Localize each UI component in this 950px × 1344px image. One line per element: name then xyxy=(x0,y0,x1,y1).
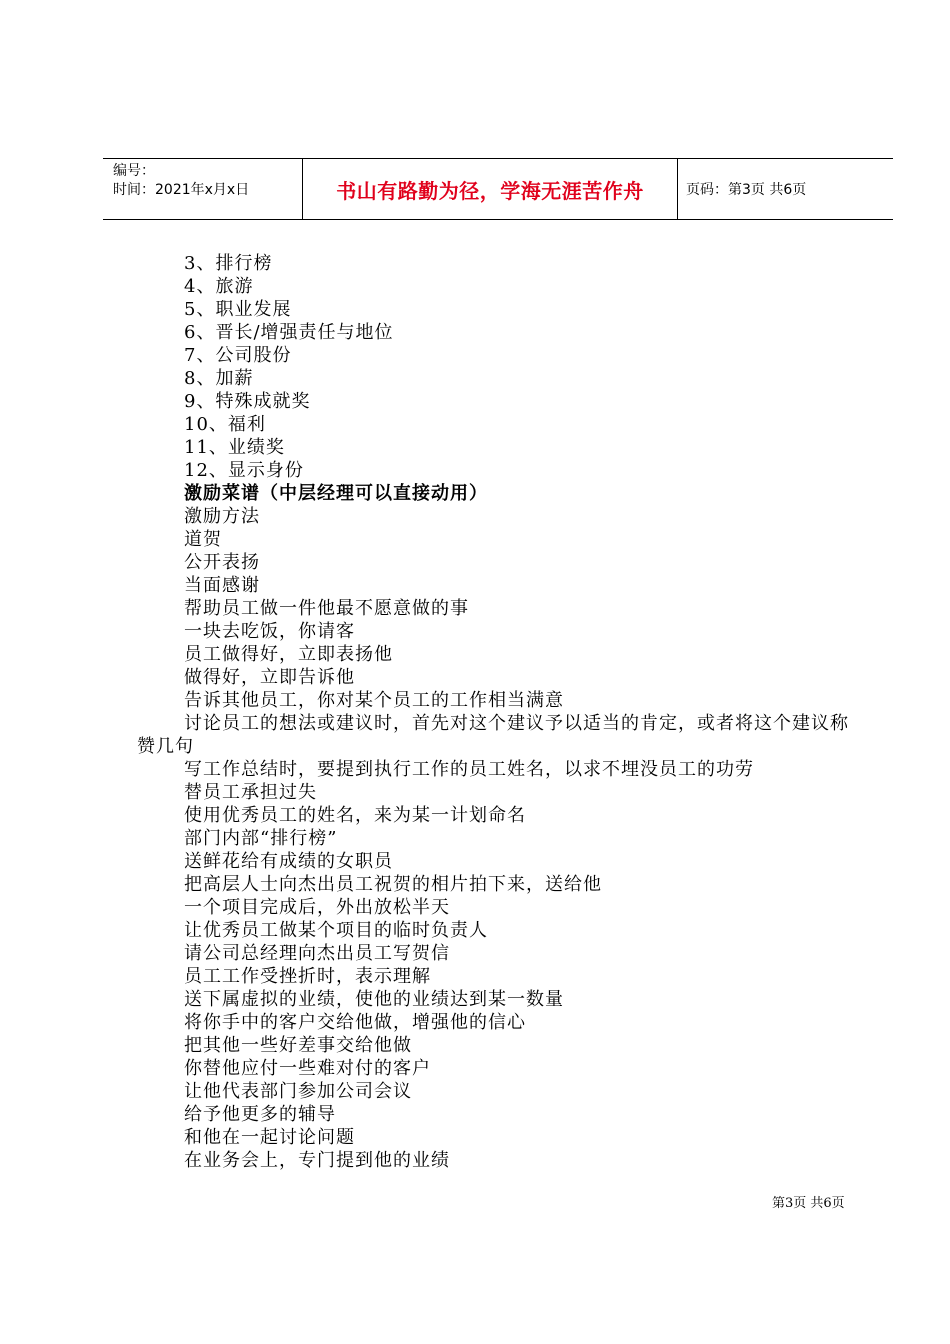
text-line: 道贺 xyxy=(184,529,222,550)
text-line: 8、加薪 xyxy=(184,368,254,389)
text-line: 10、福利 xyxy=(184,414,266,435)
text-line: 6、晋长/增强责任与地位 xyxy=(184,322,394,343)
text-line: 给予他更多的辅导 xyxy=(184,1104,336,1125)
text-line: 送鲜花给有成绩的女职员 xyxy=(184,851,393,872)
number-label: 编号： xyxy=(113,163,155,179)
header-table xyxy=(103,158,893,220)
header-motto-cell xyxy=(303,159,678,219)
text-line: 部门内部“排行榜” xyxy=(184,828,338,849)
text-line: 告诉其他员工，你对某个员工的工作相当满意 xyxy=(184,690,564,711)
header-page-info: 页码：第3页 共6页 xyxy=(686,182,807,198)
text-line: 做得好，立即告诉他 xyxy=(184,667,355,688)
text-line: 让他代表部门参加公司会议 xyxy=(184,1081,412,1102)
text-line: 11、业绩奖 xyxy=(184,437,285,458)
text-line: 员工做得好，立即表扬他 xyxy=(184,644,393,665)
text-line: 5、职业发展 xyxy=(184,299,292,320)
motto-text: 书山有路勤为径，学海无涯苦作舟 xyxy=(336,178,644,203)
footer-page-number: 第3页 共6页 xyxy=(772,1196,845,1211)
time-label: 时间：2021年x月x日 xyxy=(113,182,250,198)
text-line: 公开表扬 xyxy=(184,552,260,573)
text-line: 写工作总结时，要提到执行工作的员工姓名，以求不埋没员工的功劳 xyxy=(184,759,754,780)
document-body xyxy=(137,252,867,1172)
text-line: 把其他一些好差事交给他做 xyxy=(184,1035,412,1056)
text-line: 帮助员工做一件他最不愿意做的事 xyxy=(184,598,469,619)
text-line: 使用优秀员工的姓名，来为某一计划命名 xyxy=(184,805,526,826)
header-page-cell xyxy=(678,159,893,219)
text-line: 7、公司股份 xyxy=(184,345,292,366)
text-line: 激励方法 xyxy=(184,506,260,527)
page-footer xyxy=(772,1192,845,1211)
text-line: 让优秀员工做某个项目的临时负责人 xyxy=(184,920,488,941)
text-line: 你替他应付一些难对付的客户 xyxy=(184,1058,431,1079)
text-line: 送下属虚拟的业绩，使他的业绩达到某一数量 xyxy=(184,989,564,1010)
text-line: 3、排行榜 xyxy=(184,253,273,274)
text-line: 一块去吃饭，你请客 xyxy=(184,621,355,642)
text-line: 当面感谢 xyxy=(184,575,260,596)
text-line: 9、特殊成就奖 xyxy=(184,391,311,412)
text-line: 把高层人士向杰出员工祝贺的相片拍下来，送给他 xyxy=(184,874,602,895)
section-heading: 激励菜谱（中层经理可以直接动用） xyxy=(184,483,488,504)
header-meta-cell xyxy=(103,159,303,219)
text-line: 讨论员工的想法或建议时，首先对这个建议予以适当的肯定，或者将这个建议称赞几句 xyxy=(137,713,849,757)
text-line: 替员工承担过失 xyxy=(184,782,317,803)
text-line: 一个项目完成后，外出放松半天 xyxy=(184,897,450,918)
text-line: 12、显示身份 xyxy=(184,460,304,481)
text-line: 4、旅游 xyxy=(184,276,254,297)
text-line: 员工工作受挫折时，表示理解 xyxy=(184,966,431,987)
text-line: 在业务会上，专门提到他的业绩 xyxy=(184,1150,450,1171)
text-line: 和他在一起讨论问题 xyxy=(184,1127,355,1148)
text-line: 将你手中的客户交给他做，增强他的信心 xyxy=(184,1012,526,1033)
text-line: 请公司总经理向杰出员工写贺信 xyxy=(184,943,450,964)
